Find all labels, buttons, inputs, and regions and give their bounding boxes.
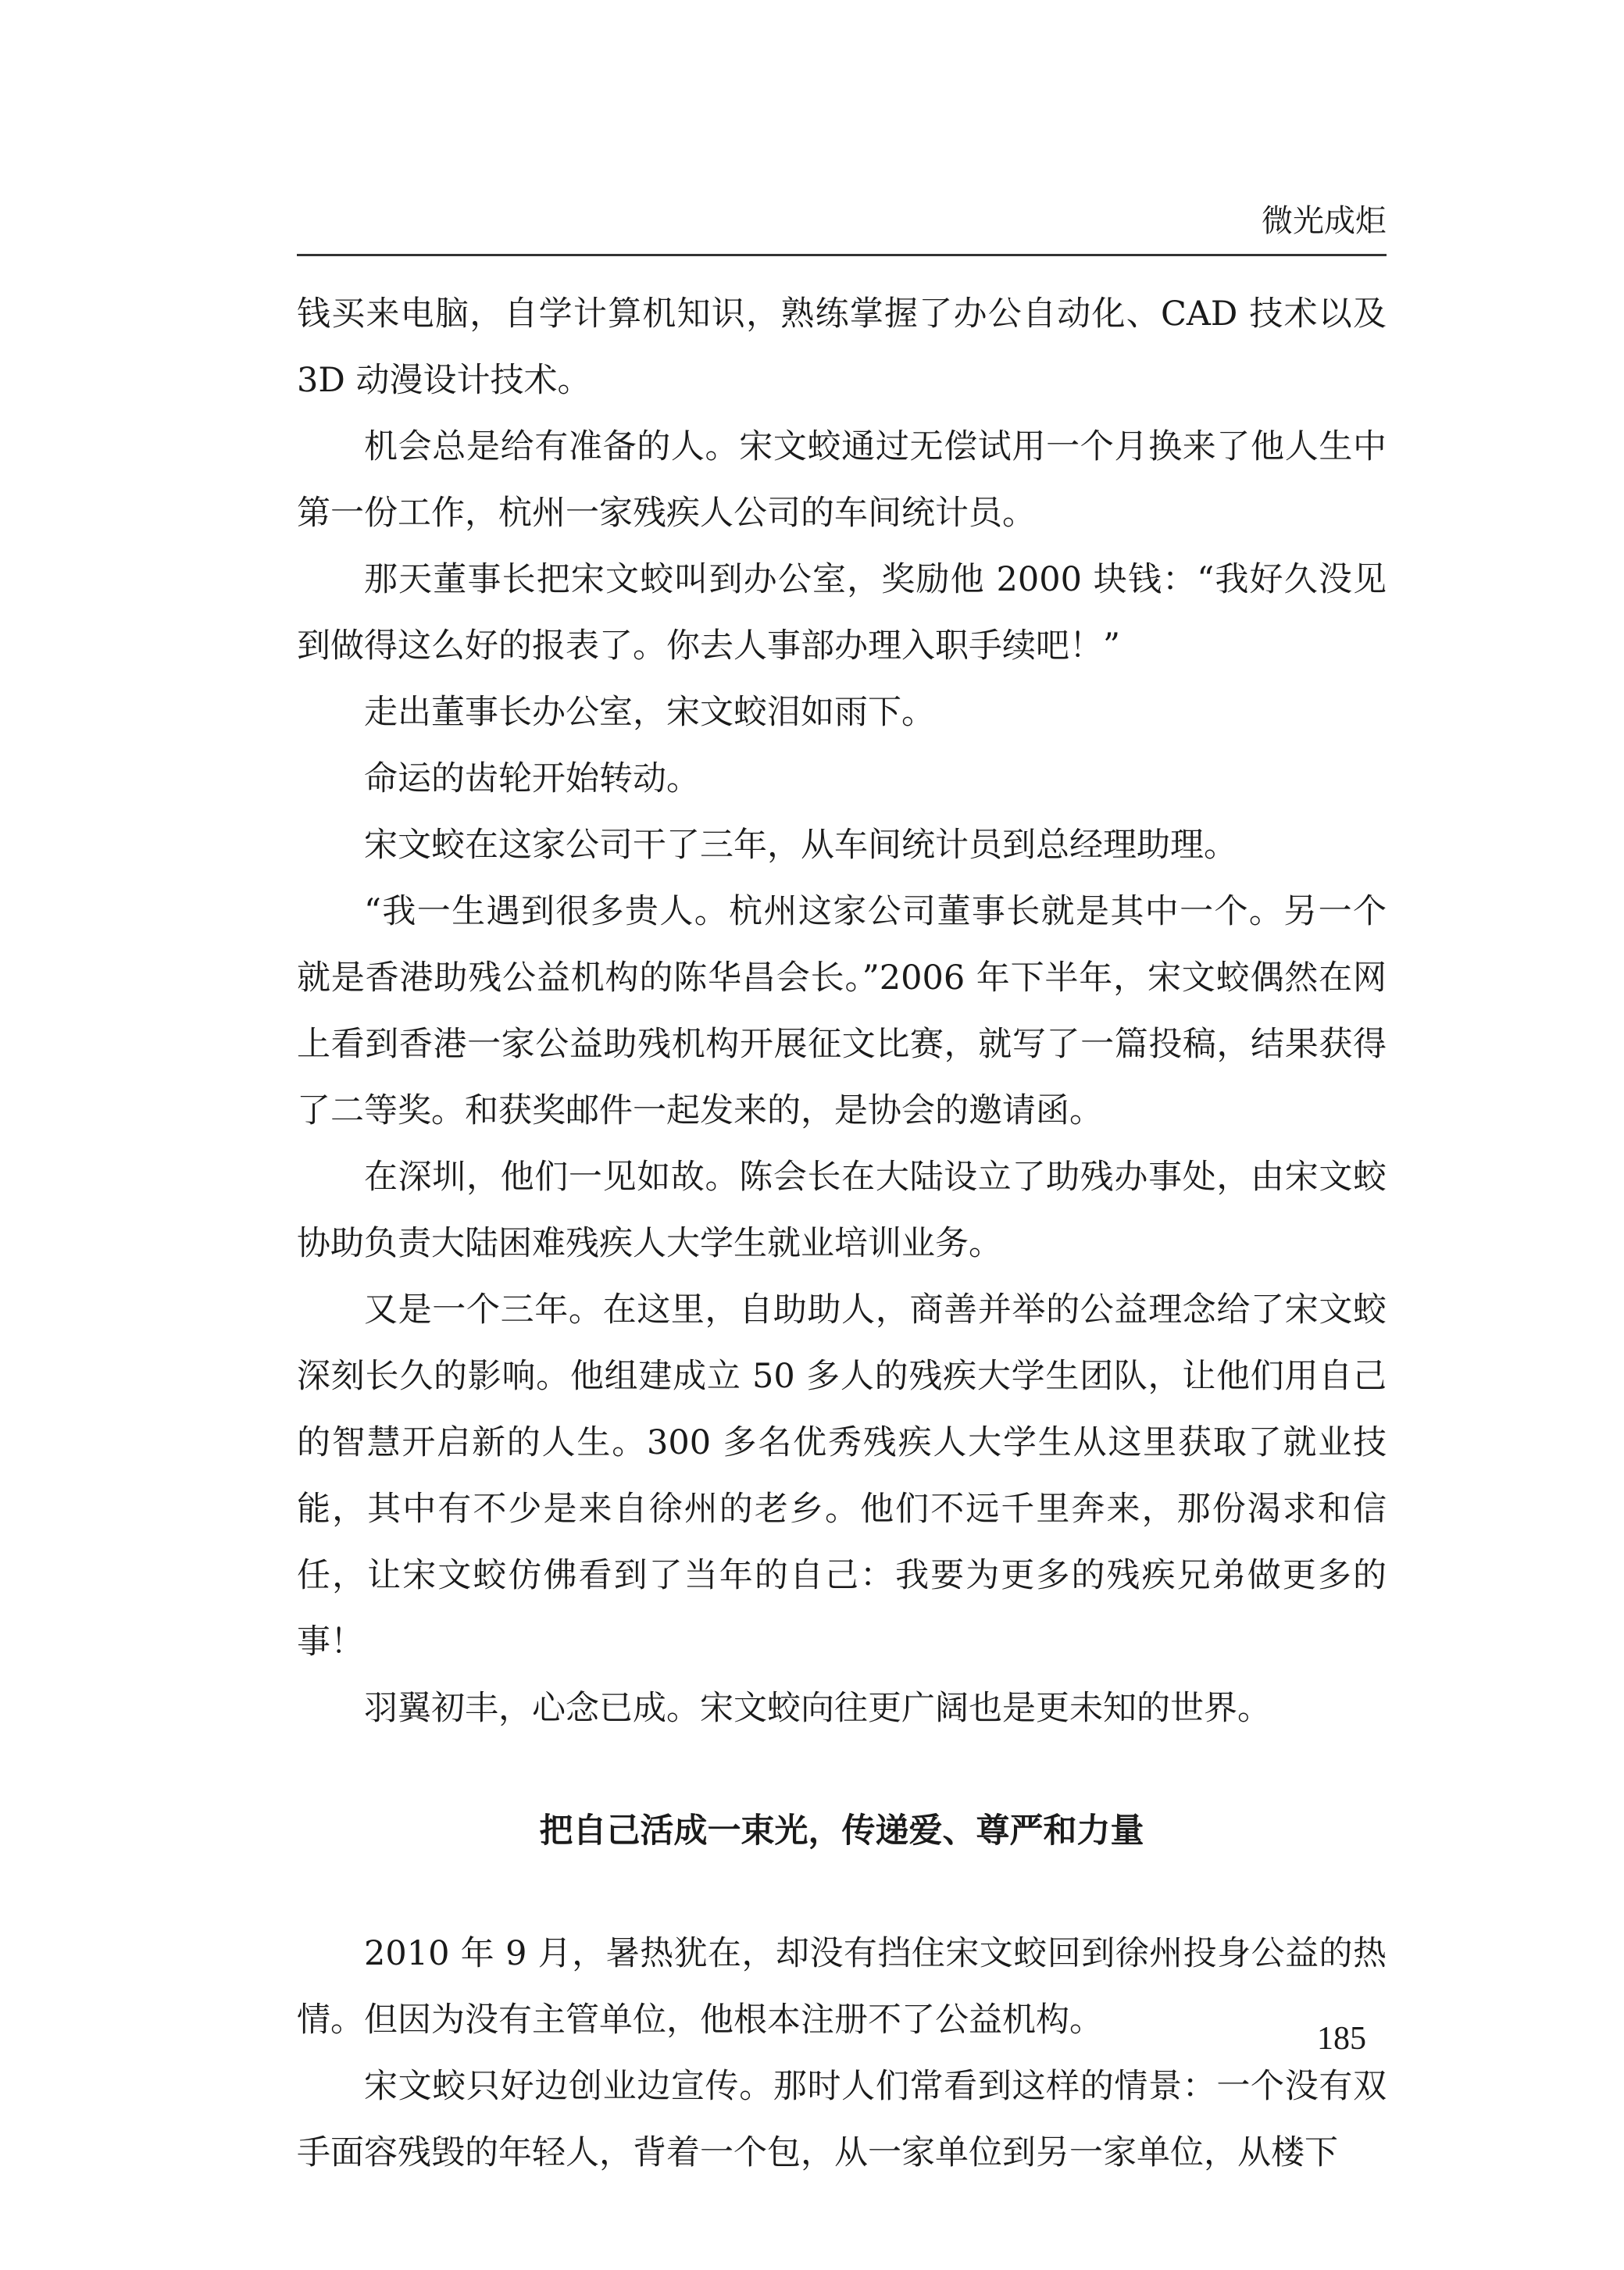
running-head-title: 微光成炬 (1262, 203, 1387, 239)
paragraph: 宋文蛟在这家公司干了三年，从车间统计员到总经理助理。 (364, 826, 1237, 865)
paragraph: 钱买来电脑，自学计算机知识，熟练掌握了办公自动化、CAD 技术以及 3D 动漫设计技术。 (297, 294, 1387, 400)
page-number: 185 (1317, 2021, 1366, 2057)
section-heading: 把自己活成一束光，传递爱、尊严和力量 (539, 1811, 1144, 1851)
paragraph: 宋文蛟只好边创业边宣传。那时人们常看到这样的情景：一个没有双手面容残毁的年轻人，背着一个包，从一家单位到另一家单位，从楼下 (297, 2067, 1387, 2172)
paragraph: 又是一个三年。在这里，自助助人，商善并举的公益理念给了宋文蛟深刻长久的影响。他组建成立 50 多人的残疾大学生团队，让他们用自己的智慧开启新的人生。300 多名优秀残疾人大学生从这里获取了就业技能，其中有不少是来自徐州的老乡。他们不远千里奔来，那份渴求和信任，让宋文蛟仿佛看到了当年的自己：我要为更多的残疾兄弟做更多的事！ (297, 1290, 1387, 1661)
running-head (297, 199, 1387, 256)
paragraph: 走出董事长办公室，宋文蛟泪如雨下。 (364, 693, 935, 732)
paragraph: 命运的齿轮开始转动。 (364, 759, 700, 798)
paragraph: 在深圳，他们一见如故。陈会长在大陆设立了助残办事处，由宋文蛟协助负责大陆困难残疾人大学生就业培训业务。 (297, 1158, 1387, 1263)
paragraph: “我一生遇到很多贵人。杭州这家公司董事长就是其中一个。另一个就是香港助残公益机构的陈华昌会长。”2006 年下半年，宋文蛟偶然在网上看到香港一家公益助残机构开展征文比赛，就写了一篇投稿，结果获得了二等奖。和获奖邮件一起发来的，是协会的邀请函。 (297, 892, 1387, 1130)
paragraph: 那天董事长把宋文蛟叫到办公室，奖励他 2000 块钱：“我好久没见到做得这么好的报表了。你去人事部办理入职手续吧！” (297, 560, 1387, 666)
paragraph: 羽翼初丰，心念已成。宋文蛟向往更广阔也是更未知的世界。 (364, 1689, 1271, 1728)
paragraph: 2010 年 9 月，暑热犹在，却没有挡住宋文蛟回到徐州投身公益的热情。但因为没有主管单位，他根本注册不了公益机构。 (297, 1934, 1387, 2040)
body-text (297, 281, 1387, 2186)
paragraph: 机会总是给有准备的人。宋文蛟通过无偿试用一个月换来了他人生中第一份工作，杭州一家残疾人公司的车间统计员。 (297, 427, 1387, 533)
